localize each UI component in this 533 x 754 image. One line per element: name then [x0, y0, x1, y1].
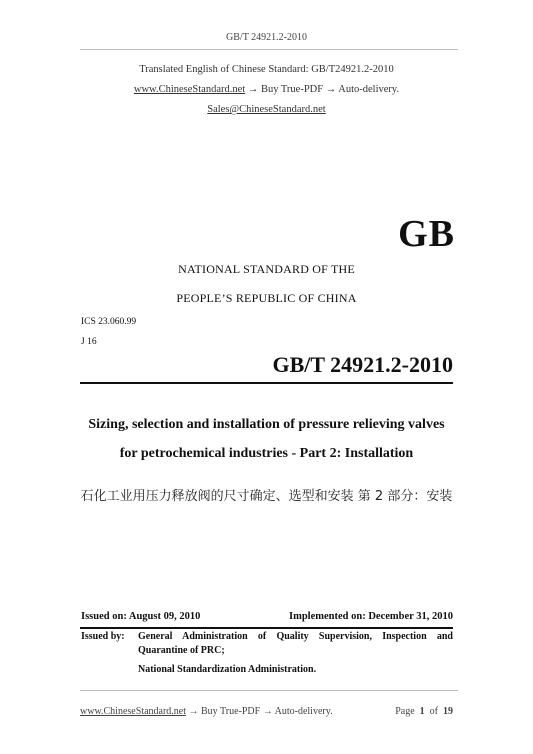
email-line [0, 104, 533, 115]
page-total: 19 [443, 706, 453, 717]
national-standard-line2: PEOPLE’S REPUBLIC OF CHINA [176, 291, 357, 305]
dates-divider [80, 627, 453, 629]
email-link[interactable]: Sales@ChineseStandard.net [207, 104, 326, 115]
footer-purchase-text: → Buy True-PDF → Auto-delivery. [188, 706, 333, 717]
issued-date: Issued on: August 09, 2010 [81, 611, 201, 622]
issued-by-label: Issued by: [81, 631, 125, 642]
footer-divider [80, 690, 458, 691]
issuing-org2: National Standardization Administration. [138, 664, 317, 675]
ccs-code: J 16 [81, 337, 97, 347]
national-standard-line1: NATIONAL STANDARD OF THE [178, 262, 355, 276]
purchase-text: → Buy True-PDF → Auto-delivery. [247, 84, 400, 95]
title-divider [80, 382, 453, 384]
issuing-org1-line1: General Administration of Quality Supervision, Inspection and [138, 631, 453, 642]
of-label: of [429, 706, 438, 717]
header-divider [80, 49, 458, 50]
title-line2: for petrochemical industries - Part 2: Installation [119, 446, 414, 461]
footer-site-link[interactable]: www.ChineseStandard.net [80, 706, 186, 717]
title-line1: Sizing, selection and installation of pressure relieving valves [88, 417, 445, 432]
footer-purchase-line [80, 706, 333, 717]
purchase-line [0, 84, 533, 95]
chinese-title: 石化工业用压力释放阀的尺寸确定、选型和安装 第 2 部分：安装 [80, 489, 453, 504]
page-label: Page [395, 706, 415, 717]
translation-notice: Translated English of Chinese Standard: GB/T24921.2-2010 [139, 64, 394, 75]
page-header: GB/T 24921.2-2010 [226, 32, 307, 43]
standard-number: GB/T 24921.2-2010 [272, 352, 453, 377]
page-number: 1 [419, 706, 425, 717]
page-counter [395, 706, 453, 717]
gb-logo: GB [398, 213, 455, 255]
site-link[interactable]: www.ChineseStandard.net [133, 84, 246, 95]
implemented-date: Implemented on: December 31, 2010 [289, 611, 453, 622]
issuing-org1-line2: Quarantine of PRC; [138, 645, 225, 656]
ics-code: ICS 23.060.99 [81, 317, 137, 327]
